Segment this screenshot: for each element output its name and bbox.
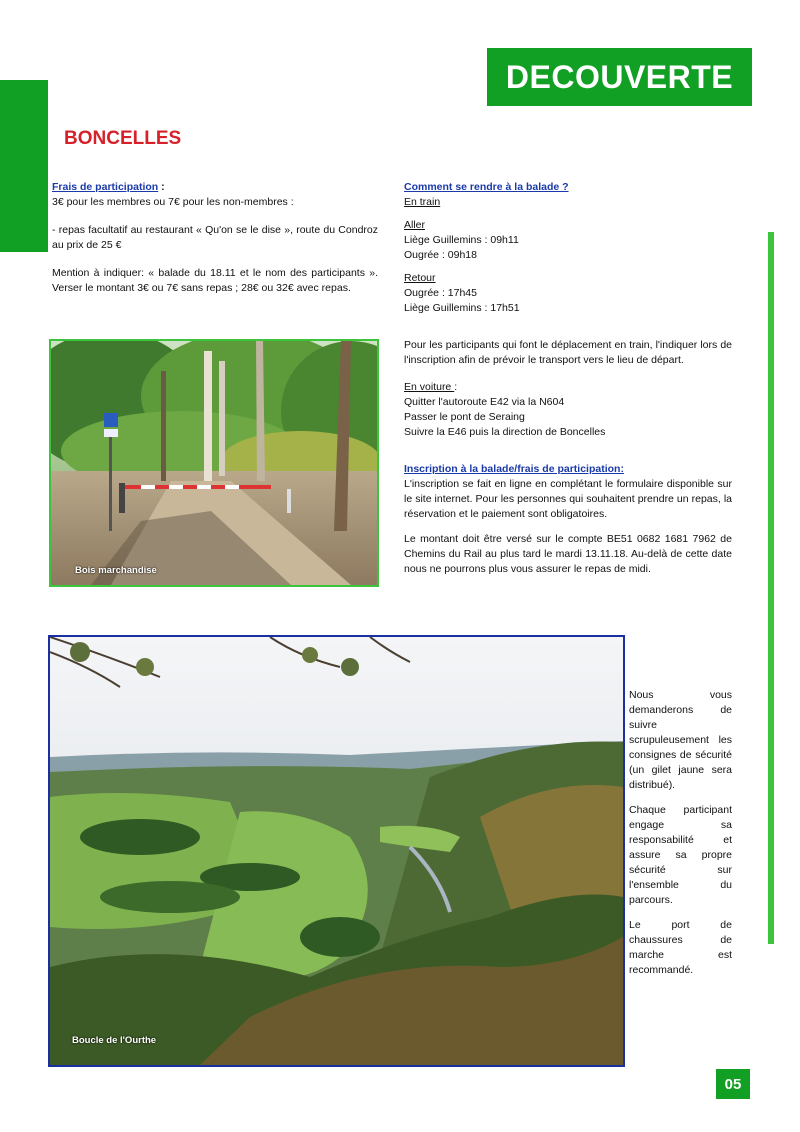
registration-heading: Inscription à la balade/frais de participation: (404, 463, 624, 475)
valley-photo (48, 635, 625, 1067)
train-note: Pour les participants qui font le déplacement en train, l'indiquer lors de l'inscription afin de prévoir le transport vers le lieu de départ. (404, 339, 732, 366)
responsibility-paragraph: Chaque participant engage sa responsabilité et assure sa propre sécurité sur l'ensemble du parcours. (629, 804, 732, 906)
registration-text: L'inscription se fait en ligne en complétant le formulaire disponible sur le site internet. Pour les personnes qui souhaitent prendre un repas, la réservation et le paiement sont obligatoires. (404, 478, 732, 520)
retour-line: Liège Guillemins : 17h51 (404, 302, 520, 314)
section-header: DECOUVERTE (487, 48, 752, 106)
fees-line: 3€ pour les membres ou 7€ pour les non-membres : (52, 196, 294, 208)
payment-text: Le montant doit être versé sur le compte BE51 0682 1681 7962 de Chemins du Rail au plus tard le mardi 13.11.18. Au-delà de cette date nous ne pourrons plus vous assurer le repas de midi. (404, 533, 732, 575)
aller-label: Aller (404, 219, 426, 231)
car-label: En voiture (404, 381, 455, 393)
fees-heading-colon: : (158, 181, 165, 193)
car-line: Passer le pont de Seraing (404, 411, 525, 423)
shoes-paragraph: Le port de chaussures de marche est recommandé. (629, 919, 732, 976)
train-label: En train (404, 196, 441, 208)
aller-line: Liège Guillemins : 09h11 (404, 234, 519, 246)
photo-caption: Bois marchandise (75, 565, 157, 576)
car-label-colon: : (454, 381, 458, 393)
aller-line: Ougrée : 09h18 (404, 249, 477, 261)
retour-label: Retour (404, 272, 436, 284)
page-title: BONCELLES (64, 128, 182, 149)
left-accent-bar (0, 80, 48, 252)
forest-photo (49, 339, 379, 587)
mention-paragraph: Mention à indiquer: « balade du 18.11 et le nom des participants ». Verser le montant 3€ ou 7€ sans repas ; 28€ ou 32€ avec repas. (52, 267, 378, 294)
meal-paragraph: - repas facultatif au restaurant « Qu'on se le dise », route du Condroz au prix de 25 € (52, 224, 378, 251)
safety-notes (629, 688, 732, 978)
car-line: Suivre la E46 puis la direction de Boncelles (404, 426, 606, 438)
car-line: Quitter l'autoroute E42 via la N604 (404, 396, 565, 408)
fees-heading: Frais de participation (52, 181, 159, 193)
photo-caption: Boucle de l'Ourthe (72, 1035, 157, 1046)
left-column (52, 180, 378, 296)
directions-heading: Comment se rendre à la balade ? (404, 181, 569, 193)
page-number: 05 (716, 1069, 750, 1099)
right-column (404, 180, 732, 577)
right-accent-bar (768, 232, 774, 944)
safety-paragraph: Nous vous demanderons de suivre scrupuleusement les consignes de sécurité (un gilet jaune sera distribué). (629, 689, 732, 791)
retour-line: Ougrée : 17h45 (404, 287, 477, 299)
